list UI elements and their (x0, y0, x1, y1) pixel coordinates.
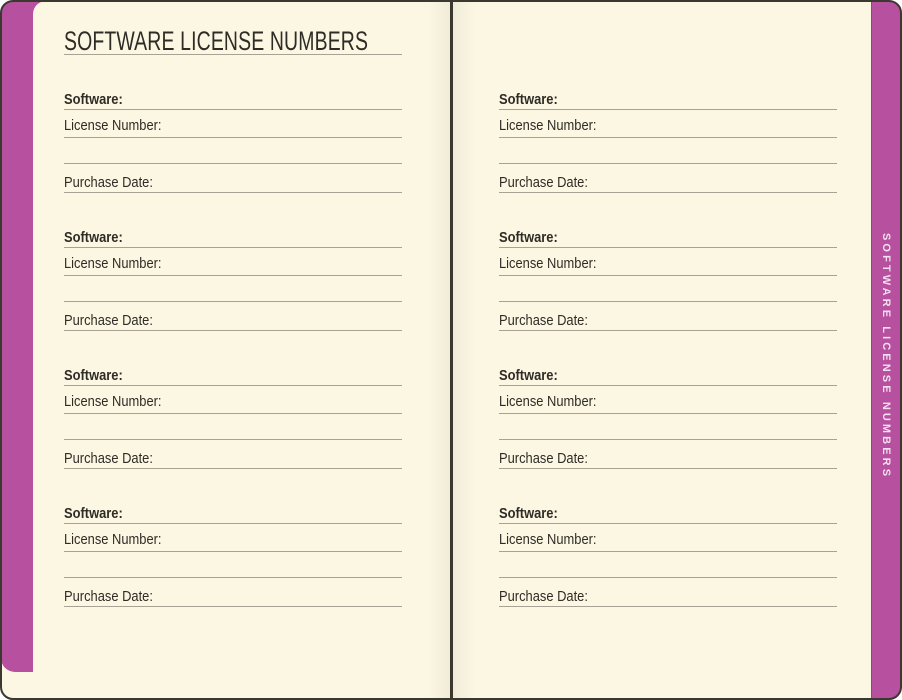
left-page (64, 0, 402, 700)
license-number-line (499, 413, 837, 414)
software-label: Software: (499, 229, 558, 246)
software-line (64, 109, 402, 110)
license-number-line (499, 551, 837, 552)
right-page (499, 0, 837, 700)
license-number-line-2 (64, 301, 402, 302)
license-entry (499, 93, 837, 194)
software-line (499, 109, 837, 110)
license-entry (64, 369, 402, 470)
license-number-line (64, 275, 402, 276)
purchase-date-label: Purchase Date: (499, 450, 588, 467)
license-entry (64, 507, 402, 608)
license-number-line-2 (64, 163, 402, 164)
spine-shadow-right (453, 1, 475, 699)
license-number-label: License Number: (64, 255, 162, 272)
license-number-line-2 (499, 577, 837, 578)
license-entry (64, 93, 402, 194)
license-number-line-2 (499, 301, 837, 302)
license-number-line (499, 275, 837, 276)
purchase-date-label: Purchase Date: (64, 588, 153, 605)
purchase-date-line (499, 606, 837, 607)
purchase-date-line (499, 468, 837, 469)
license-number-label: License Number: (64, 531, 162, 548)
software-line (499, 385, 837, 386)
license-number-line (64, 137, 402, 138)
software-label: Software: (64, 505, 123, 522)
license-entry (499, 231, 837, 332)
license-number-line-2 (64, 439, 402, 440)
purchase-date-line (64, 192, 402, 193)
software-line (499, 247, 837, 248)
license-number-label: License Number: (499, 255, 597, 272)
spine-shadow-left (428, 1, 450, 699)
purchase-date-line (499, 330, 837, 331)
purchase-date-label: Purchase Date: (499, 312, 588, 329)
license-number-label: License Number: (499, 117, 597, 134)
license-number-label: License Number: (499, 393, 597, 410)
license-number-line-2 (499, 439, 837, 440)
purchase-date-label: Purchase Date: (499, 588, 588, 605)
purchase-date-line (64, 330, 402, 331)
software-label: Software: (64, 367, 123, 384)
license-entry (499, 369, 837, 470)
license-entry (499, 507, 837, 608)
license-number-label: License Number: (64, 393, 162, 410)
license-number-label: License Number: (64, 117, 162, 134)
purchase-date-label: Purchase Date: (64, 174, 153, 191)
license-number-line (64, 413, 402, 414)
purchase-date-line (64, 468, 402, 469)
cover-right-edge-tab (871, 1, 901, 699)
software-line (499, 523, 837, 524)
software-line (64, 385, 402, 386)
software-line (64, 523, 402, 524)
license-entry (64, 231, 402, 332)
book-spine (450, 1, 453, 699)
side-tab-label: SOFTWARE LICENSE NUMBERS (880, 233, 892, 480)
license-number-line (64, 551, 402, 552)
purchase-date-label: Purchase Date: (64, 450, 153, 467)
license-number-line-2 (64, 577, 402, 578)
license-number-line (499, 137, 837, 138)
software-label: Software: (499, 91, 558, 108)
page-title: SOFTWARE LICENSE NUMBERS (64, 26, 369, 56)
license-number-label: License Number: (499, 531, 597, 548)
purchase-date-line (499, 192, 837, 193)
software-label: Software: (499, 367, 558, 384)
software-label: Software: (499, 505, 558, 522)
license-number-line-2 (499, 163, 837, 164)
purchase-date-line (64, 606, 402, 607)
software-line (64, 247, 402, 248)
purchase-date-label: Purchase Date: (499, 174, 588, 191)
software-label: Software: (64, 91, 123, 108)
title-underline (64, 54, 402, 55)
software-label: Software: (64, 229, 123, 246)
purchase-date-label: Purchase Date: (64, 312, 153, 329)
